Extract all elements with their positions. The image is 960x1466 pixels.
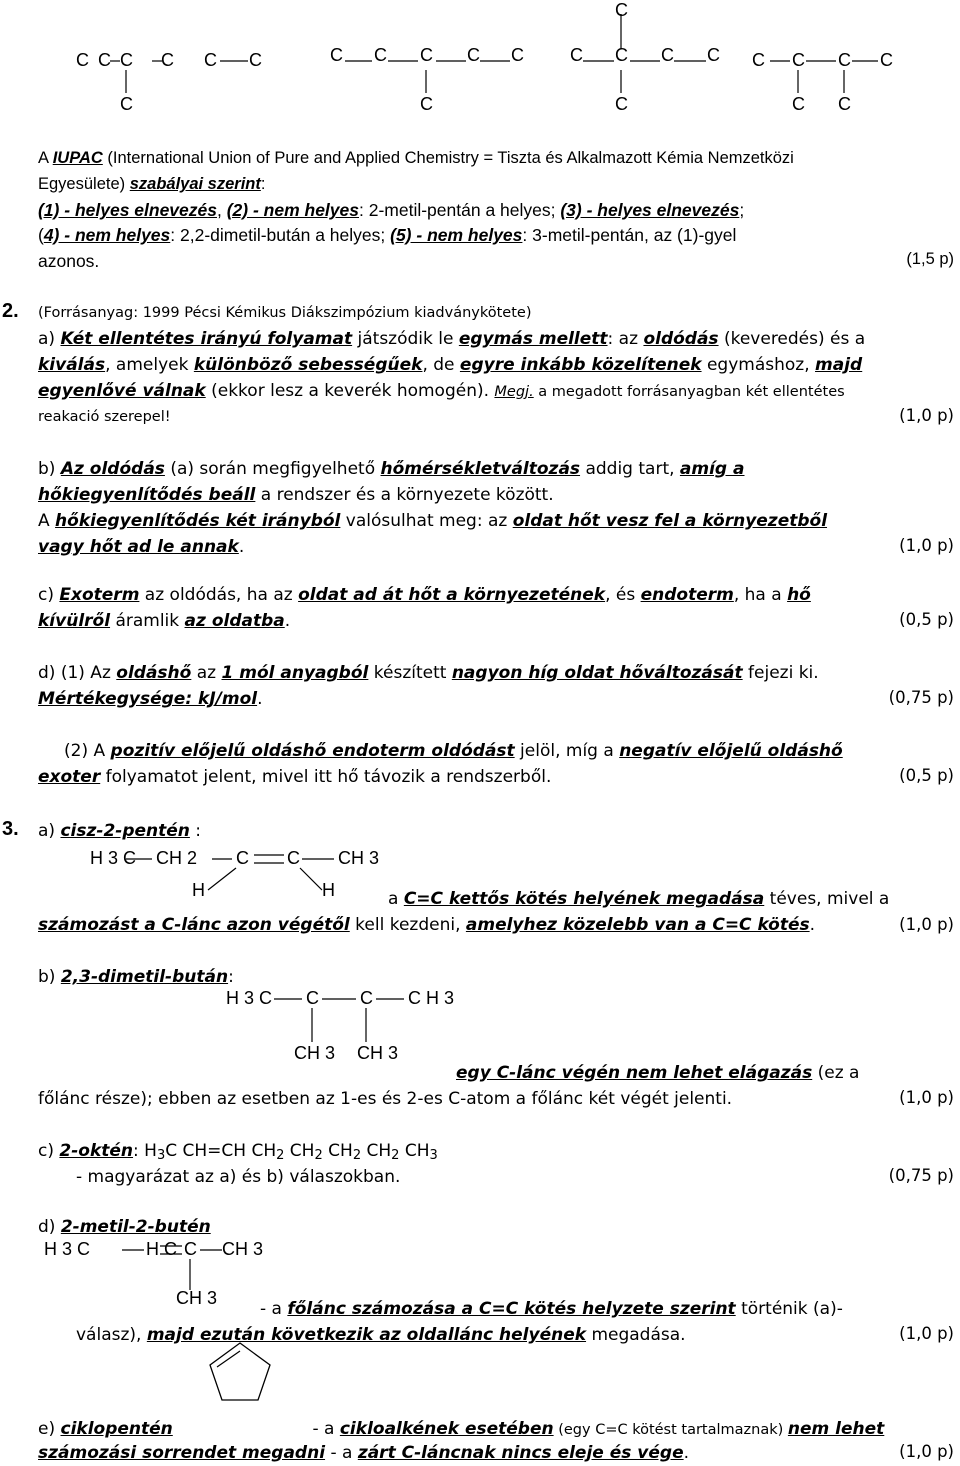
text-line: (1) - helyes elnevezés, (2) - nem helyes: 2-metil-pentán a helyes; (3) - helyes elnevezés; <box>38 200 745 220</box>
atom-c: C <box>360 988 373 1008</box>
source-note: (Forrásanyag: 1999 Pécsi Kémikus Diákszimpózium kiadványkötete) <box>38 305 532 321</box>
atom-c: C <box>838 94 851 114</box>
group-ch3: CH 3 <box>222 1239 264 1259</box>
text-line: főlánc része); ebben az esetben az 1-es és 2-es C-atom a főlánc két végét jelenti. <box>38 1089 733 1109</box>
text-line: reakació szerepel! <box>38 409 171 425</box>
atom-c: C <box>661 45 674 65</box>
text-line: számozási sorrendet megadni - a zárt C-láncnak nincs eleje és vége. <box>38 1443 690 1463</box>
atom-c: C <box>752 50 765 70</box>
atom-c: C <box>204 50 217 70</box>
atom-c: C <box>420 94 433 114</box>
question-number: 3. <box>2 818 19 840</box>
points: (0,5 p) <box>899 766 954 785</box>
atom-c: C <box>306 988 319 1008</box>
text-line: d) 2-metil-2-butén <box>38 1217 211 1237</box>
atom-h: H <box>322 880 335 900</box>
points: (1,0 p) <box>899 406 954 425</box>
atom-c: C <box>420 45 433 65</box>
text-line: (2) A pozitív előjelű oldáshő endoterm oldódást jelöl, míg a negatív előjelű oldáshő <box>64 741 843 761</box>
text-line: számozást a C-lánc azon végétől kell kezdeni, amelyhez közelebb van a C=C kötés. <box>38 915 816 935</box>
points: (0,5 p) <box>899 610 954 629</box>
atom-c: C <box>76 50 89 70</box>
atom-c: C <box>880 50 893 70</box>
atom-c: C <box>792 94 805 114</box>
atom-c: C <box>120 94 133 114</box>
text-line: azonos. <box>38 251 100 271</box>
text-line: válasz), majd ezután következik az oldallánc helyének megadása. <box>76 1325 686 1345</box>
text-line: Egyesülete) szabályai szerint: <box>38 175 266 193</box>
group-ch2: CH 2 <box>156 848 198 868</box>
text-line: vagy hőt ad le annak. <box>38 537 245 557</box>
points: (1,0 p) <box>899 1442 954 1461</box>
atom-c: C <box>287 848 300 868</box>
group-h3c: H 3 C <box>90 848 137 868</box>
text-line: kiválás, amelyek különböző sebességűek, de egyre inkább közelítenek egymáshoz, majd <box>38 355 863 375</box>
group-ch3: CH 3 <box>338 848 380 868</box>
text-line: d) (1) Az oldáshő az 1 mól anyagból készített nagyon híg oldat hőváltozását fejezi ki. <box>38 663 819 683</box>
text-line: egy C-lánc végén nem lehet elágazás (ez a <box>456 1063 860 1083</box>
group-ch3: CH 3 <box>357 1043 399 1063</box>
text-line: b) Az oldódás (a) során megfigyelhető hőmérsékletváltozás addig tart, amíg a <box>38 459 745 479</box>
text-line: c) Exoterm az oldódás, ha az oldat ad át hőt a környezetének, és endoterm, ha a hő <box>38 585 811 605</box>
atom-c: C <box>120 50 133 70</box>
text-line: (4) - nem helyes: 2,2-dimetil-bután a helyes; (5) - nem helyes: 3-metil-pentán, az (1)-gyel <box>38 225 737 245</box>
atom-c: C <box>236 848 249 868</box>
atom-c: C <box>374 45 387 65</box>
atom-c: C <box>161 50 174 70</box>
text-line: A IUPAC (International Union of Pure and Applied Chemistry = Tiszta és Alkalmazott Kémia Nemzetközi <box>38 149 794 167</box>
text-line: a C=C kettős kötés helyének megadása téves, mivel a <box>388 889 890 909</box>
atom-c: C <box>98 50 111 70</box>
text-line: - magyarázat az a) és b) válaszokban. <box>76 1167 401 1187</box>
group-h3c: H 3 C <box>226 988 273 1008</box>
atom-c: C <box>792 50 805 70</box>
points: (0,75 p) <box>888 688 954 707</box>
group-ch3: CH 3 <box>294 1043 336 1063</box>
atom-c: C <box>249 50 262 70</box>
group-h3c: H 3 C <box>44 1239 91 1259</box>
atom-c: C <box>570 45 583 65</box>
atom-c: C <box>707 45 720 65</box>
points: (1,0 p) <box>899 1088 954 1107</box>
text-line: egyenlővé válnak (ekkor lesz a keverék homogén). Megj. a megadott forrásanyagban két ellentétes <box>38 381 845 401</box>
text-line: A hőkiegyenlítődés két irányból valósulhat meg: az oldat hőt vesz fel a környezetből <box>38 511 828 531</box>
points: (1,0 p) <box>899 915 954 934</box>
atom-c: C <box>615 0 628 20</box>
group-h3: C H 3 <box>408 988 455 1008</box>
atom-c: C <box>838 50 851 70</box>
atom-c: C <box>467 45 480 65</box>
atom-c: C <box>184 1239 197 1259</box>
atom-h: H <box>192 880 205 900</box>
atom-c: C <box>511 45 524 65</box>
question-number: 2. <box>2 300 19 322</box>
text-line: e) ciklopentén - a cikloalkének esetében (egy C=C kötést tartalmaznak) nem lehet <box>38 1419 885 1439</box>
text-line: exoter folyamatot jelent, mivel itt hő távozik a rendszerből. <box>38 767 552 787</box>
text-line: a) Két ellentétes irányú folyamat játszódik le egymás mellett: az oldódás (keveredés) és a <box>38 329 866 349</box>
text-line: Mértékegysége: kJ/mol. <box>38 689 263 709</box>
atom-c: C <box>615 45 628 65</box>
atom-c: C <box>330 45 343 65</box>
points: (0,75 p) <box>888 1166 954 1185</box>
group-ch3: CH 3 <box>176 1288 218 1308</box>
text-line: hőkiegyenlítődés beáll a rendszer és a környezete között. <box>38 485 554 505</box>
points: (1,5 p) <box>906 250 954 268</box>
points: (1,0 p) <box>899 1324 954 1343</box>
text-line: c) 2-oktén: $H_3C$ CH=CH $CH_2$ $CH_2$ $CH_2$ $CH_2$ $CH_3$ <box>38 1141 438 1163</box>
text-line: a) cisz-2-pentén : <box>38 821 202 841</box>
text-line: kívülről áramlik az oldatba. <box>38 611 291 631</box>
group-hc: H C <box>146 1239 177 1259</box>
text-line: b) 2,3-dimetil-bután: <box>38 967 234 987</box>
points: (1,0 p) <box>899 536 954 555</box>
text-line: - a főlánc számozása a C=C kötés helyzete szerint történik (a)- <box>260 1299 843 1319</box>
atom-c: C <box>615 94 628 114</box>
